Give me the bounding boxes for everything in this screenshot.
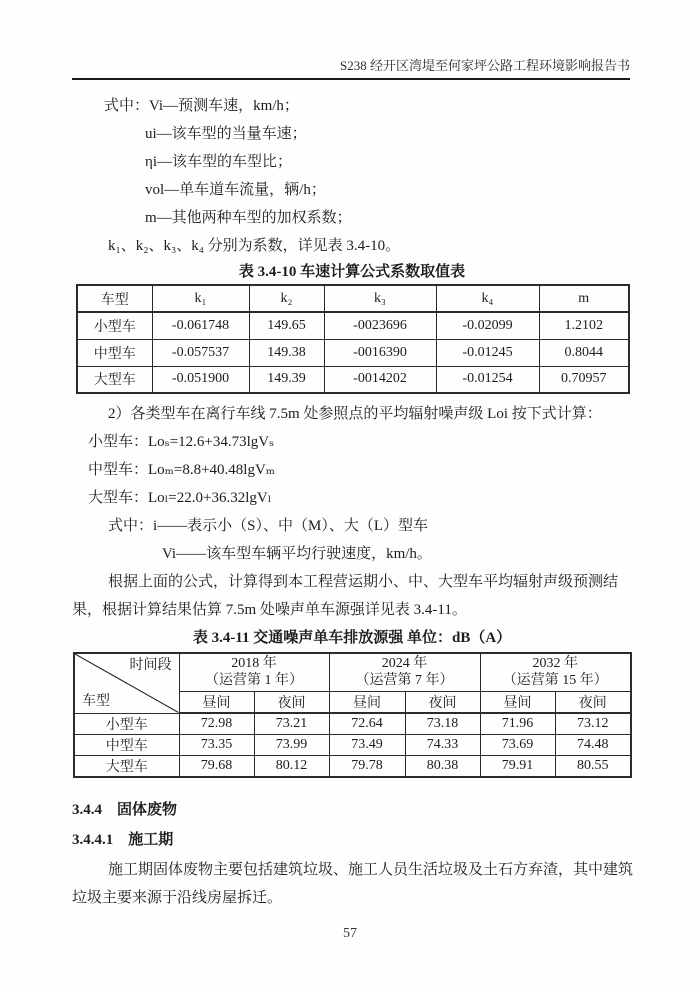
table-cell: 149.65	[249, 312, 324, 339]
table-header-row	[77, 285, 629, 312]
row-label: 大型车	[74, 755, 179, 777]
table-cell: 72.98	[179, 713, 254, 734]
table-cell: 72.64	[329, 713, 405, 734]
row-label: 中型车	[74, 734, 179, 755]
diagonal-header-cell	[74, 653, 179, 713]
table-row	[74, 755, 631, 777]
formula-note-m: m—其他两种车型的加权系数；	[145, 210, 352, 226]
result-paragraph-line-2: 果，根据计算结果估算 7.5m 处噪声单车源强详见表 3.4-11。	[72, 602, 467, 618]
period-header: 昼间	[480, 691, 555, 713]
formula-large-vehicle: 大型车：Loₗ=22.0+36.32lgVₗ	[88, 490, 272, 506]
formula-note-eta: ηi—该车型的车型比；	[145, 154, 293, 170]
table-cell: 73.99	[254, 734, 329, 755]
formula-note-vi: 式中：Vi—预测车速，km/h；	[104, 98, 299, 114]
table-cell: 73.35	[179, 734, 254, 755]
table-cell: 73.21	[254, 713, 329, 734]
table-cell: 74.33	[405, 734, 480, 755]
table-cell: -0016390	[324, 339, 436, 366]
row-label: 中型车	[77, 339, 152, 366]
section2-intro: 2）各类型车在离行车线 7.5m 处参照点的平均辐射噪声级 Loi 按下式计算：	[108, 406, 602, 422]
table-cell: 73.49	[329, 734, 405, 755]
row-label: 小型车	[74, 713, 179, 734]
table-cell: 79.78	[329, 755, 405, 777]
page-content	[0, 92, 700, 912]
table-row	[77, 312, 629, 339]
year-group-header	[329, 653, 480, 691]
table-cell: -0.02099	[436, 312, 539, 339]
section-heading-3-4-4: 3.4.4 固体废物	[72, 801, 178, 818]
year-label: 2032 年	[532, 656, 578, 672]
column-header: k₂	[249, 285, 324, 312]
table-row	[74, 713, 631, 734]
speed-coefficient-table	[76, 284, 630, 394]
year-group-header	[480, 653, 631, 691]
formula-note-vol: vol—单车道车流量，辆/h；	[145, 182, 326, 198]
table-3-4-10-title: 表 3.4-10 车速计算公式系数取值表	[238, 264, 466, 280]
column-header: k₁	[152, 285, 249, 312]
page-header	[0, 0, 700, 80]
row-label: 大型车	[77, 366, 152, 393]
section-heading-3-4-4-1: 3.4.4.1 施工期	[72, 831, 174, 848]
table-cell: 0.70957	[539, 366, 629, 393]
page-number: 57	[343, 926, 357, 941]
column-header: 车型	[77, 285, 152, 312]
year-group-header	[179, 653, 329, 691]
table-cell: 80.12	[254, 755, 329, 777]
result-paragraph-line-1: 根据上面的公式，计算得到本工程营运期小、中、大型车平均辐射声级预测结	[108, 574, 619, 590]
table-cell: 74.48	[555, 734, 631, 755]
period-header: 昼间	[329, 691, 405, 713]
table-header-row-years	[74, 653, 631, 691]
formula-medium-vehicle: 中型车：Loₘ=8.8+40.48lgVₘ	[88, 462, 275, 478]
table-cell: 71.96	[480, 713, 555, 734]
report-header-title: S238 经开区湾堤至何家坪公路工程环境影响报告书	[72, 58, 630, 80]
column-header: m	[539, 285, 629, 312]
table-cell: -0.057537	[152, 339, 249, 366]
table-cell: -0.051900	[152, 366, 249, 393]
row-label: 小型车	[77, 312, 152, 339]
corner-label-period: 时间段	[129, 658, 172, 673]
year-note: （运营第 15 年）	[502, 673, 608, 689]
table-cell: 149.38	[249, 339, 324, 366]
column-header: k₄	[436, 285, 539, 312]
formula-small-vehicle: 小型车：Loₛ=12.6+34.73lgVₛ	[88, 434, 275, 450]
noise-formula-block	[72, 400, 632, 624]
table-cell: -0014202	[324, 366, 436, 393]
formula-notes-block	[72, 92, 632, 260]
table-cell: 80.38	[405, 755, 480, 777]
solid-waste-line-1: 施工期固体废物主要包括建筑垃圾、施工人员生活垃圾及土石方弃渣，其中建筑	[108, 861, 634, 878]
table-cell: 149.39	[249, 366, 324, 393]
table-cell: 79.68	[179, 755, 254, 777]
table-cell: 73.12	[555, 713, 631, 734]
table-cell: -0.01254	[436, 366, 539, 393]
table-cell: -0.061748	[152, 312, 249, 339]
noise-source-table	[73, 652, 632, 778]
formula-note-i: 式中：i——表示小（S）、中（M）、大（L）型车	[108, 518, 429, 534]
table-row	[74, 734, 631, 755]
table-cell: 79.91	[480, 755, 555, 777]
table-cell: -0.01245	[436, 339, 539, 366]
period-header: 夜间	[254, 691, 329, 713]
column-header: k₃	[324, 285, 436, 312]
year-label: 2024 年	[381, 656, 428, 672]
year-label: 2018 年	[231, 656, 277, 672]
formula-note-vi-speed: Vi——该车型车辆平均行驶速度，km/h。	[162, 546, 432, 562]
table-row	[77, 339, 629, 366]
table-cell: -0023696	[324, 312, 436, 339]
period-header: 夜间	[555, 691, 631, 713]
period-header: 昼间	[179, 691, 254, 713]
solid-waste-paragraph	[72, 856, 632, 912]
table-3-4-11-title: 表 3.4-11 交通噪声单车排放源强 单位：dB（A）	[192, 630, 512, 646]
table-cell: 0.8044	[539, 339, 629, 366]
table-row	[77, 366, 629, 393]
period-header: 夜间	[405, 691, 480, 713]
table-cell: 80.55	[555, 755, 631, 777]
year-note: （运营第 7 年）	[355, 673, 454, 689]
table-cell: 73.69	[480, 734, 555, 755]
table-cell: 1.2102	[539, 312, 629, 339]
solid-waste-line-2: 垃圾主要来源于沿线房屋拆迁。	[72, 889, 283, 906]
formula-note-ui: ui—该车型的当量车速；	[145, 126, 307, 142]
year-note: （运营第 1 年）	[205, 673, 303, 689]
corner-label-vehicle: 车型	[82, 693, 110, 709]
formula-note-k: k₁、k₂、k₃、k₄ 分别为系数，详见表 3.4-10。	[108, 238, 401, 254]
table-cell: 73.18	[405, 713, 480, 734]
